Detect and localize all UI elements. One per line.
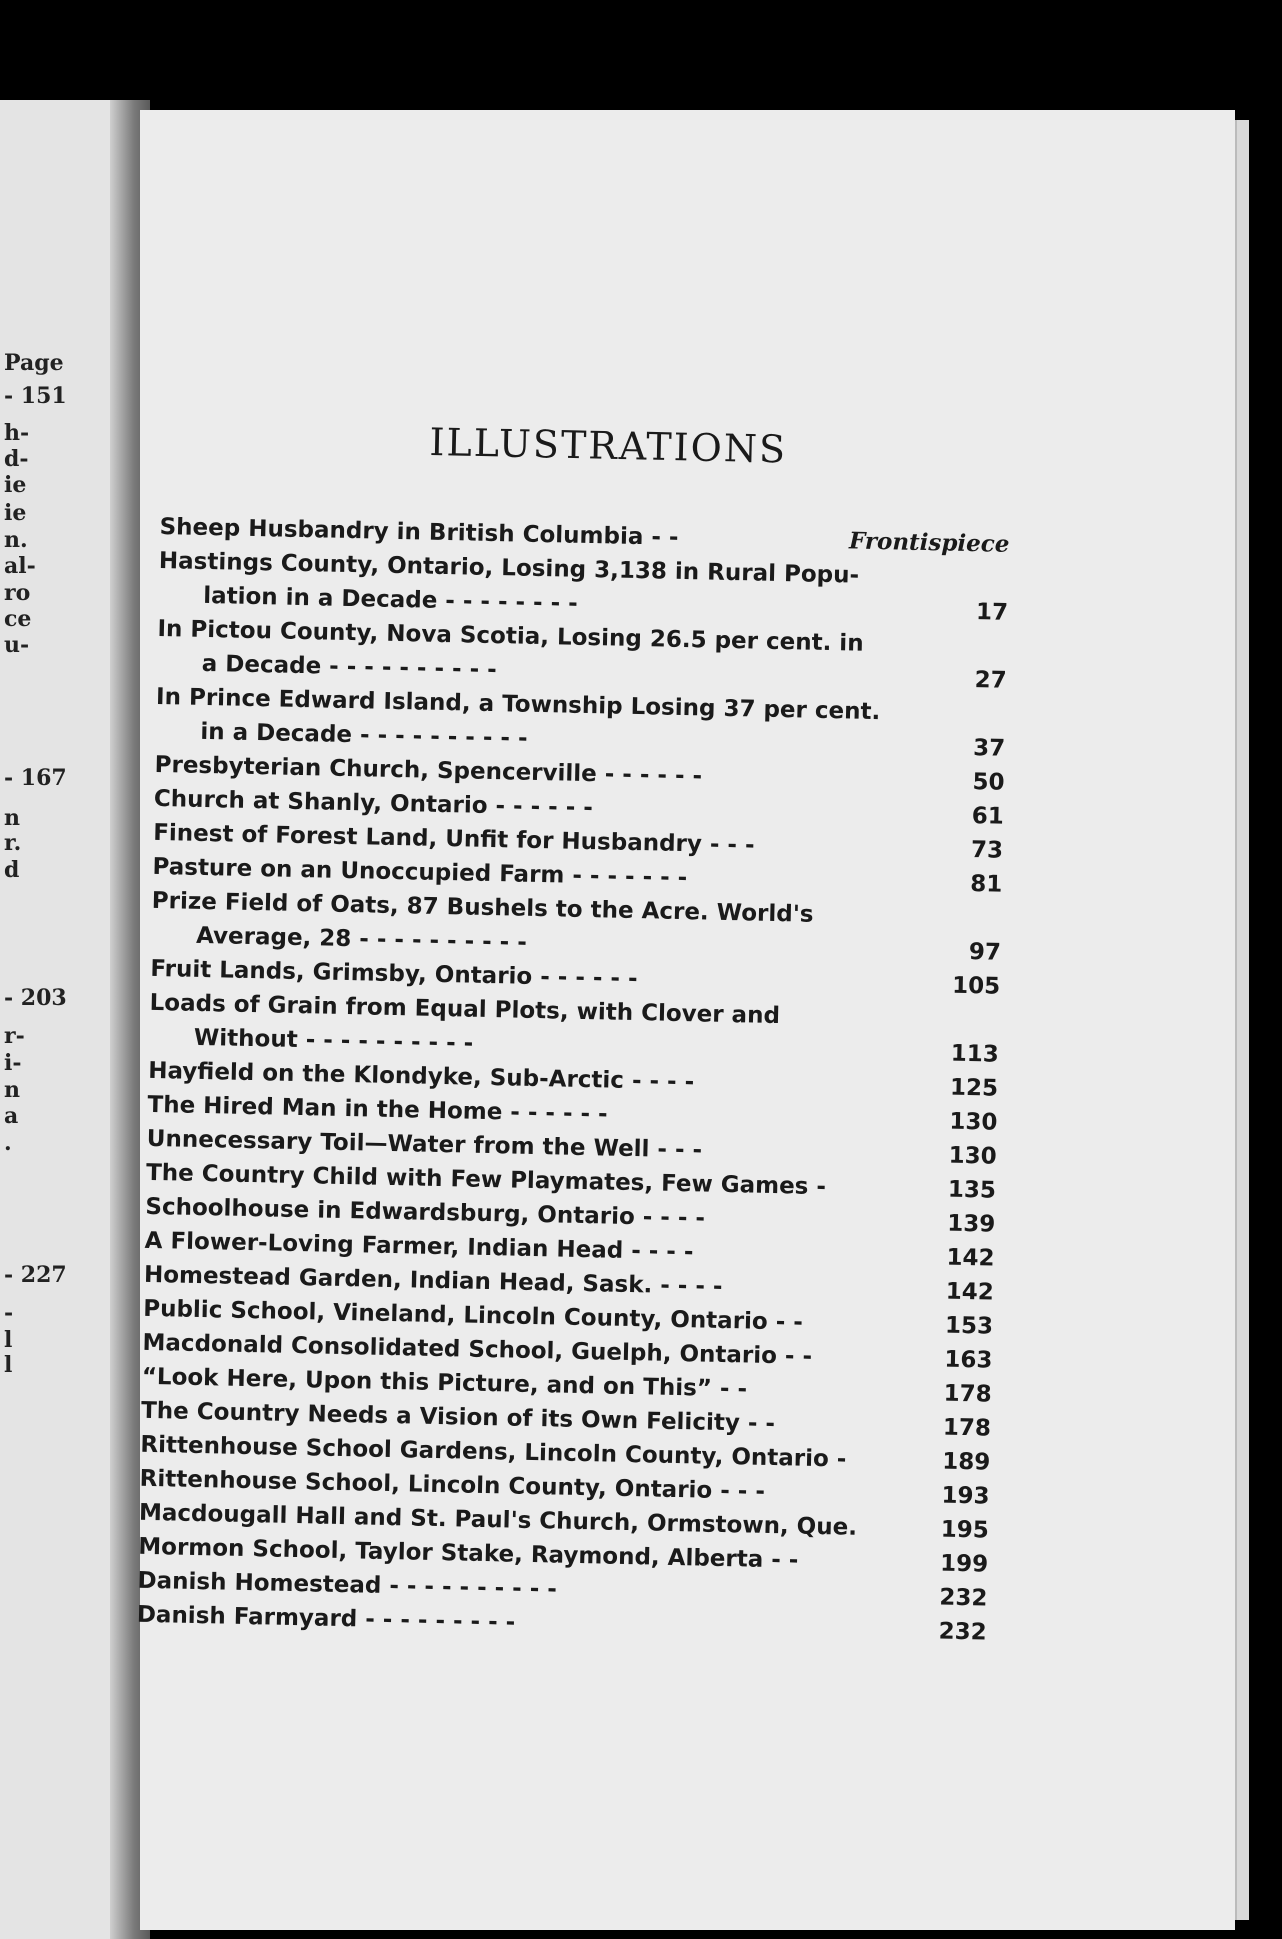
entry-title: Unnecessary Toil—Water from the Well - - - <box>146 1125 703 1164</box>
entry-title: Macdougall Hall and St. Paul's Church, Ormstown, Que. <box>138 1499 858 1541</box>
page-number: 50 <box>972 769 1005 796</box>
left-page-fragment: i- <box>4 1050 22 1076</box>
left-page-fragment: r- <box>4 1023 25 1049</box>
left-page-fragment: ro <box>4 580 31 606</box>
page-number: 163 <box>944 1346 993 1374</box>
left-page-fragment: d- <box>4 446 29 472</box>
entry-title: A Flower-Loving Farmer, Indian Head - - - - <box>144 1227 694 1266</box>
entry-title: Fruit Lands, Grimsby, Ontario - - - - - - <box>150 955 638 993</box>
entry-title: Rittenhouse School Gardens, Lincoln County, Ontario - <box>140 1431 847 1473</box>
page-number: 195 <box>940 1516 990 1544</box>
page-number: 113 <box>950 1040 1000 1068</box>
entry-title: Hastings County, Ontario, Losing 3,138 in Rural Popu- <box>158 547 860 589</box>
left-page-fragment: - <box>4 1300 14 1326</box>
entry-title: Prize Field of Oats, 87 Bushels to the Acre. World's <box>151 887 814 928</box>
left-page-fragment: . <box>4 1130 12 1156</box>
entry-title: The Country Needs a Vision of its Own Felicity - - <box>140 1397 776 1438</box>
page-number: 199 <box>939 1550 989 1578</box>
left-page-fragment: ie <box>4 500 27 526</box>
left-page-fragment: - 167 <box>4 765 67 791</box>
page-number: 17 <box>975 599 1009 626</box>
entry-title: Schoolhouse in Edwardsburg, Ontario - - - - <box>145 1193 706 1232</box>
entry-title: Finest of Forest Land, Unfit for Husbandry - - - <box>152 819 755 859</box>
page-number: 81 <box>970 871 1003 898</box>
entry-title: Homestead Garden, Indian Head, Sask. - - - - <box>143 1261 723 1300</box>
page-number: 178 <box>943 1380 992 1408</box>
page-number: 37 <box>972 735 1006 762</box>
left-page-fragment: n. <box>4 527 28 553</box>
left-page-fragment: u- <box>4 632 30 658</box>
entry-title: Mormon School, Taylor Stake, Raymond, Alberta - - <box>138 1533 799 1574</box>
page-edge <box>1235 120 1249 1920</box>
left-page-fragment: n <box>4 1077 20 1103</box>
entry-title-continued: Without - - - - - - - - - - <box>193 1024 474 1057</box>
page-number: 97 <box>968 939 1002 966</box>
entry-title-continued: in a Decade - - - - - - - - - - <box>200 718 528 752</box>
left-page-fragment: - 227 <box>4 1262 67 1288</box>
entry-title-continued: a Decade - - - - - - - - - - <box>201 650 497 684</box>
page-number: 178 <box>942 1414 992 1442</box>
entry-title: Pasture on an Unoccupied Farm - - - - - - - <box>152 853 688 892</box>
page-number: 61 <box>971 803 1005 830</box>
entry-title: Hayfield on the Klondyke, Sub-Arctic - - - - <box>147 1057 695 1096</box>
left-page-fragment: - 203 <box>4 985 67 1011</box>
page-number: 153 <box>944 1312 994 1340</box>
left-page-fragment: l <box>4 1327 13 1353</box>
entry-title: Danish Farmyard - - - - - - - - - <box>136 1601 516 1636</box>
page-number: 135 <box>947 1176 997 1204</box>
page-number: 130 <box>948 1142 997 1170</box>
entry-title: In Prince Edward Island, a Township Losing 37 per cent. <box>155 683 881 726</box>
page-number: Frontispiece <box>848 527 1010 558</box>
left-page-fragment: ie <box>4 472 27 498</box>
left-page-fragment: al- <box>4 553 36 579</box>
page-number: 193 <box>941 1482 990 1510</box>
page-number: 105 <box>951 972 1001 1000</box>
left-page-fragment: r. <box>4 830 22 856</box>
left-page-fragment: - 151 <box>4 383 67 409</box>
page-title: ILLUSTRATIONS <box>429 420 788 472</box>
entry-title: The Hired Man in the Home - - - - - - <box>147 1091 608 1128</box>
page-number: 139 <box>946 1210 996 1238</box>
illustrations-list <box>137 510 1010 1650</box>
entry-title: Danish Homestead - - - - - - - - - - <box>137 1567 558 1603</box>
entry-title: Rittenhouse School, Lincoln County, Ontario - - - <box>139 1465 766 1505</box>
page-number: 232 <box>939 1584 988 1612</box>
entry-title-continued: Average, 28 - - - - - - - - - - <box>195 922 528 956</box>
left-page-fragment: d <box>4 857 20 883</box>
page-number: 130 <box>949 1108 998 1136</box>
left-page-fragment: ce <box>4 606 32 632</box>
entry-title: Presbyterian Church, Spencerville - - - - - - <box>154 751 703 790</box>
page-number: 142 <box>946 1244 995 1272</box>
left-page-fragment: h- <box>4 420 30 446</box>
entry-title: “Look Here, Upon this Picture, and on This” - - <box>141 1363 748 1403</box>
entry-title-continued: lation in a Decade - - - - - - - - <box>202 582 578 617</box>
entry-title: Church at Shanly, Ontario - - - - - - <box>153 785 594 822</box>
page-number: 125 <box>949 1074 999 1102</box>
entry-title: Macdonald Consolidated School, Guelph, Ontario - - <box>142 1329 813 1370</box>
left-page-fragment: l <box>4 1352 13 1378</box>
left-page-fragment: Page <box>4 350 64 376</box>
entry-title: Loads of Grain from Equal Plots, with Clover and <box>149 989 781 1030</box>
page-number: 27 <box>974 667 1007 694</box>
page-number: 189 <box>941 1448 991 1476</box>
entry-title: Sheep Husbandry in British Columbia - - <box>159 513 679 551</box>
entry-title: In Pictou County, Nova Scotia, Losing 26.5 per cent. in <box>157 615 864 657</box>
entry-title: The Country Child with Few Playmates, Few Games - <box>145 1159 827 1201</box>
page-number: 232 <box>938 1618 987 1646</box>
page-number: 142 <box>945 1278 995 1306</box>
left-page-fragment: n <box>4 805 20 831</box>
page-number: 73 <box>970 837 1004 864</box>
entry-title: Public School, Vineland, Lincoln County, Ontario - - <box>142 1295 804 1336</box>
left-page-fragment: a <box>4 1103 19 1129</box>
